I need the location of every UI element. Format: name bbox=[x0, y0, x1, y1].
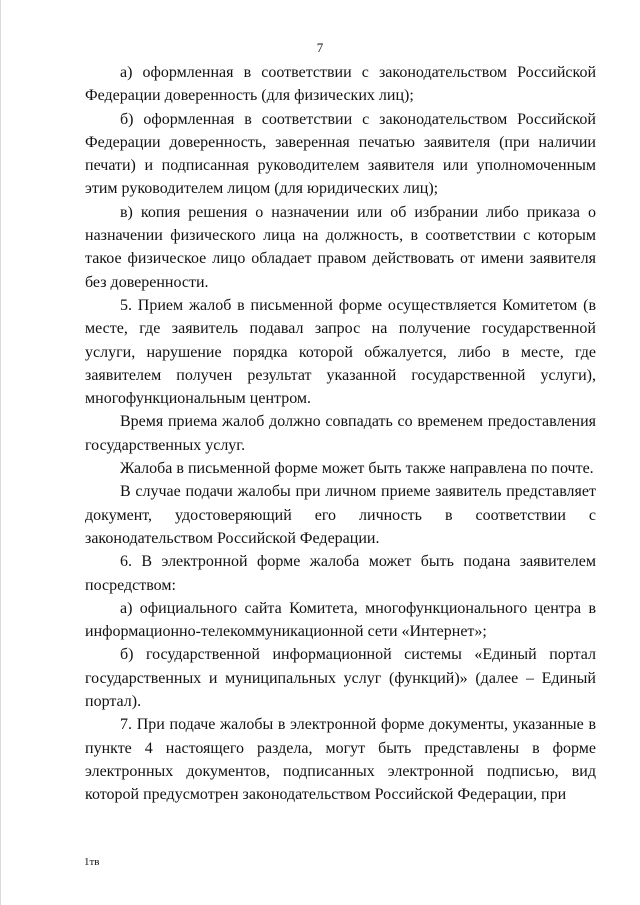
document-body bbox=[85, 61, 596, 807]
page-number: 7 bbox=[316, 40, 324, 55]
paragraph-6b-unified-portal: б) государственной информационной системы «Единый портал государственных и муниципальных услуг (функций)» (далее – Единый портал). bbox=[85, 646, 596, 711]
paragraph-a-power-of-attorney-individuals: а) оформленная в соответствии с законодательством Российской Федерации доверенность (для физических лиц); bbox=[85, 64, 596, 105]
footer-document-code: 1тв bbox=[84, 856, 100, 868]
paragraph-b-power-of-attorney-legal-entities: б) оформленная в соответствии с законодательством Российской Федерации доверенность, заверенная печатью заявителя (при наличии печати) и подписанная руководителем заявителя или уполномоченным этим руководителем лицом (для юридических лиц); bbox=[85, 110, 596, 198]
paragraph-6-electronic-complaint: 6. В электронной форме жалоба может быть подана заявителем посредством: bbox=[85, 553, 596, 594]
paragraph-postal-complaint: Жалоба в письменной форме может быть также направлена по почте. bbox=[120, 460, 594, 478]
paragraph-reception-time: Время приема жалоб должно совпадать со временем предоставления государственных услуг. bbox=[85, 413, 596, 454]
paragraph-personal-reception: В случае подачи жалобы при личном приеме заявитель представляет документ, удостоверяющий его личность в соответствии с законодательством Российской Федерации. bbox=[85, 483, 596, 547]
paragraph-5-written-complaints: 5. Прием жалоб в письменной форме осуществляется Комитетом (в месте, где заявитель подавал запрос на получение государственной услуги, нарушение порядка которой обжалуется, либо в месте, где заявителем получен результат указанной государственной услуги), многофункциональным центром. bbox=[85, 296, 596, 408]
paragraph-6a-official-website: а) официального сайта Комитета, многофункционального центра в информационно-телекоммуникационной сети «Интернет»; bbox=[85, 599, 596, 641]
paragraph-c-appointment-decision-copy: в) копия решения о назначении или об избрании либо приказа о назначении физического лица на должность, в соответствии с которым такое физическое лицо обладает правом действовать от имени заявителя без доверенности. bbox=[85, 203, 596, 291]
paragraph-7-electronic-documents: 7. При подаче жалобы в электронной форме документы, указанные в пункте 4 настоящего раздела, могут быть представлены в форме электронных документов, подписанных электронной подписью, вид которой предусмотрен законодательством Российской Федерации, при bbox=[85, 716, 596, 804]
